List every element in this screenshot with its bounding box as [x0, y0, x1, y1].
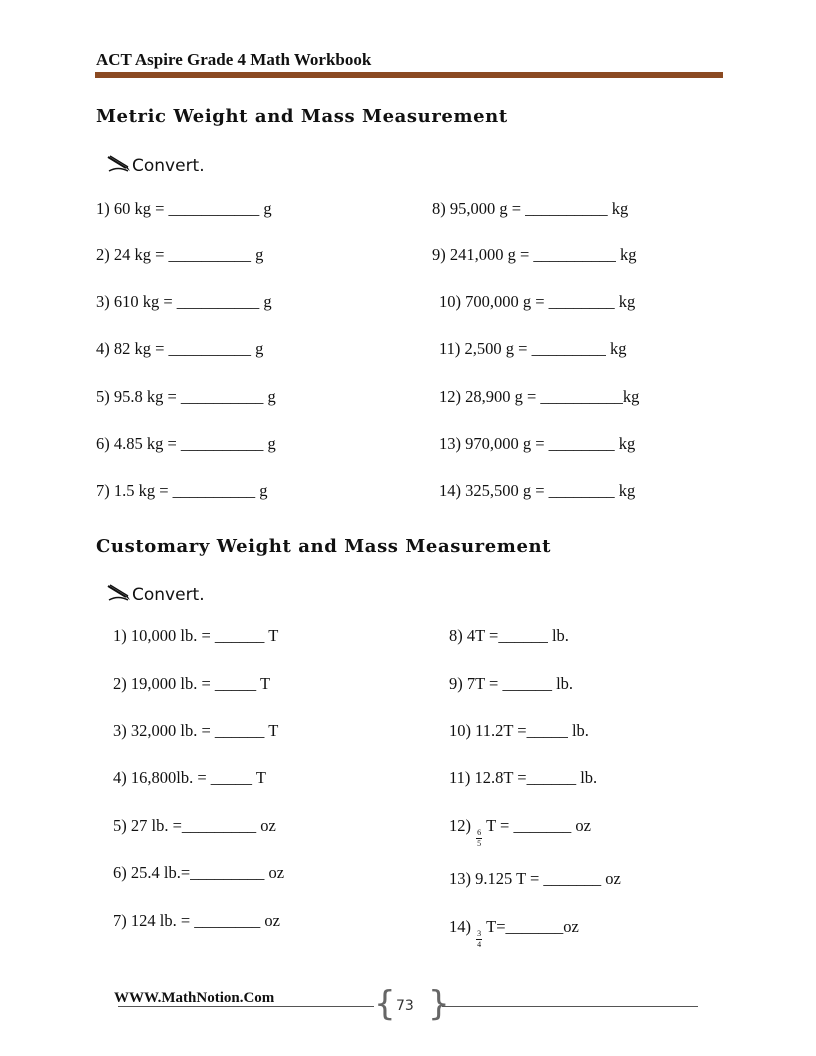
customary-problem: 8) 4T =______ lb.: [449, 626, 569, 645]
metric-problem: 6) 4.85 kg = __________ g: [96, 434, 276, 453]
metric-problem: 13) 970,000 g = ________ kg: [439, 434, 636, 453]
footer-rule-right: [442, 1006, 698, 1007]
metric-problem: 12) 28,900 g = __________kg: [439, 387, 640, 406]
metric-problem: 1) 60 kg = ___________ g: [96, 199, 272, 218]
metric-problem: 8) 95,000 g = __________ kg: [432, 199, 629, 218]
problem-text: T=_______oz: [486, 917, 579, 936]
footer-rule-left: [118, 1006, 374, 1007]
page-bracket-right: }: [428, 984, 450, 1024]
footer-url: WWW.MathNotion.Com: [114, 990, 275, 1006]
customary-section-title: Customary Weight and Mass Measurement: [96, 536, 552, 557]
problem-number: 14): [449, 917, 471, 936]
problem-number: 12): [449, 816, 471, 835]
customary-problem-fraction: [449, 816, 591, 848]
metric-problem: 10) 700,000 g = ________ kg: [439, 292, 636, 311]
fraction-denominator: 5: [477, 839, 482, 848]
customary-problem: 9) 7T = ______ lb.: [449, 674, 574, 693]
metric-instruction: [106, 154, 205, 176]
problem-text: T = _______ oz: [486, 816, 591, 835]
fraction-denominator: 4: [477, 940, 482, 949]
metric-section-title: Metric Weight and Mass Measurement: [96, 106, 508, 127]
pencil-icon: [106, 154, 132, 174]
metric-problem: 11) 2,500 g = _________ kg: [439, 339, 627, 358]
fraction-numerator: 3: [477, 929, 482, 938]
customary-instruction: [106, 583, 205, 605]
metric-instruction-text: Convert.: [132, 156, 205, 176]
metric-problem: 5) 95.8 kg = __________ g: [96, 387, 276, 406]
pencil-icon: [106, 583, 132, 603]
customary-problem: 4) 16,800lb. = _____ T: [113, 768, 266, 787]
customary-problem: 6) 25.4 lb.=_________ oz: [113, 863, 285, 882]
customary-problem: 10) 11.2T =_____ lb.: [449, 721, 589, 740]
fraction-numerator: 6: [477, 828, 482, 837]
workbook-title: ACT Aspire Grade 4 Math Workbook: [96, 50, 372, 69]
customary-problem-fraction: [449, 917, 579, 949]
customary-problem: 3) 32,000 lb. = ______ T: [113, 721, 279, 740]
header-divider: [95, 72, 723, 78]
page-number: 73: [396, 998, 414, 1014]
fraction: [476, 930, 482, 949]
page-bracket-left: {: [374, 984, 396, 1024]
metric-problem: 4) 82 kg = __________ g: [96, 339, 264, 358]
customary-problem: 7) 124 lb. = ________ oz: [113, 911, 280, 930]
customary-problem: 2) 19,000 lb. = _____ T: [113, 674, 271, 693]
metric-problem: 9) 241,000 g = __________ kg: [432, 245, 637, 264]
customary-problem: 1) 10,000 lb. = ______ T: [113, 626, 279, 645]
metric-problem: 3) 610 kg = __________ g: [96, 292, 272, 311]
customary-problem: 11) 12.8T =______ lb.: [449, 768, 598, 787]
customary-problem: 13) 9.125 T = _______ oz: [449, 869, 621, 888]
metric-problem: 14) 325,500 g = ________ kg: [439, 481, 636, 500]
customary-problem: 5) 27 lb. =_________ oz: [113, 816, 276, 835]
metric-problem: 7) 1.5 kg = __________ g: [96, 481, 268, 500]
customary-instruction-text: Convert.: [132, 585, 205, 605]
metric-problem: 2) 24 kg = __________ g: [96, 245, 264, 264]
fraction: [476, 829, 482, 848]
